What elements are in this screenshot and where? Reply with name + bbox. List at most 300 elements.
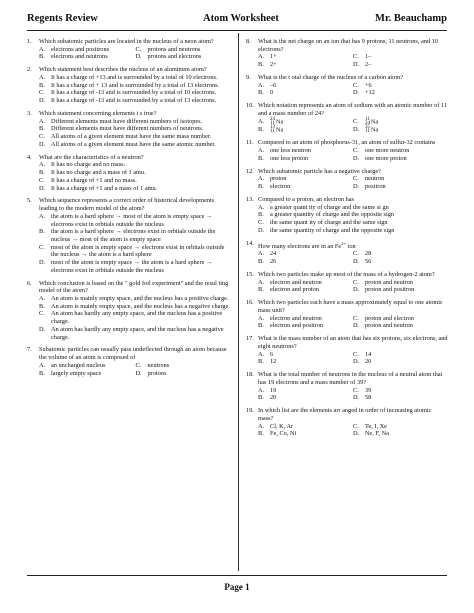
question-text: [258, 299, 448, 314]
answer-option[interactable]: [39, 161, 232, 169]
answer-option[interactable]: [353, 250, 448, 258]
answer-option[interactable]: [258, 394, 353, 402]
question-number: 9.: [246, 74, 251, 81]
option-text: 1+: [270, 53, 277, 61]
option-row: [258, 89, 448, 97]
option-text: 19: [270, 386, 277, 394]
option-row: [258, 423, 448, 431]
option-text: one less proton: [270, 154, 309, 162]
option-letter: A.: [258, 350, 265, 358]
option-text: Different elements must have different numbers of neutrons.: [51, 125, 204, 133]
option-letter: A.: [258, 203, 265, 211]
question-stem: What is the t otal charge of the nucleus of a carbon atom?: [258, 74, 404, 81]
answer-option[interactable]: [353, 387, 448, 395]
option-row: [258, 315, 448, 323]
option-letter: D.: [39, 184, 46, 192]
option-text: 2+: [270, 61, 277, 69]
option-text: It has no charge and a mass of 1 amu.: [51, 169, 146, 177]
answer-option[interactable]: [136, 53, 233, 61]
option-text: the atom is a hard sphere → electrons exist in orbitals outside the nucleus → most of the atom is empty space: [51, 228, 216, 243]
option-row: [258, 430, 448, 438]
header-left: Regents Review: [27, 13, 98, 24]
option-letter: A.: [258, 117, 265, 125]
option-text: 24: [270, 250, 277, 258]
answer-option[interactable]: [39, 125, 232, 133]
answer-option[interactable]: [353, 155, 448, 163]
option-text: 1–: [365, 53, 372, 61]
answer-option[interactable]: [39, 177, 232, 185]
nuclide-numbers: [270, 126, 275, 134]
option-text: It has a charge of +1 and a mass of 1 amu.: [51, 184, 158, 192]
answer-option[interactable]: [258, 126, 353, 134]
answer-option[interactable]: [39, 370, 136, 378]
answer-option[interactable]: [353, 61, 448, 69]
answer-option[interactable]: [258, 250, 353, 258]
question-number: 12.: [246, 167, 254, 175]
option-row: [258, 155, 448, 163]
header-center: Atom Worksheet: [203, 13, 279, 24]
answer-option[interactable]: [258, 258, 353, 266]
question-text: [258, 74, 448, 82]
answer-option[interactable]: [258, 147, 353, 155]
option-letter: B.: [39, 302, 45, 310]
option-letter: D.: [353, 286, 360, 294]
option-text: electron and neutron: [270, 278, 322, 286]
header-right: Mr. Beauchamp: [375, 13, 447, 24]
option-letter: C.: [353, 117, 359, 125]
mass-number: 11: [365, 116, 370, 122]
option-letter: B.: [258, 258, 264, 265]
answer-option[interactable]: [353, 53, 448, 61]
answer-option[interactable]: [39, 46, 136, 54]
question-text: [258, 102, 448, 117]
question: [246, 240, 448, 266]
option-text: electrons and neutrons: [51, 53, 108, 61]
option-row: [39, 370, 232, 378]
answer-option[interactable]: [258, 89, 353, 97]
option-letter: B.: [258, 61, 264, 69]
option-row: [258, 258, 448, 266]
question-number: 18.: [246, 371, 254, 379]
answer-option[interactable]: [258, 175, 353, 183]
question-number: 1.: [27, 38, 32, 45]
question: [27, 154, 232, 193]
answer-option[interactable]: [39, 295, 232, 303]
option-row: [258, 118, 448, 126]
option-row: [258, 61, 448, 69]
answer-option[interactable]: [136, 370, 233, 378]
option-letter: C.: [39, 310, 45, 318]
option-row: [258, 183, 448, 191]
option-text: Different elements must have different numbers of isotopes.: [51, 117, 203, 125]
option-letter: B.: [258, 125, 264, 133]
option-letter: C.: [135, 361, 142, 369]
answer-option[interactable]: [258, 53, 353, 61]
option-letter: A.: [258, 146, 265, 154]
option-text: An atom is mainly empty space, and the nucleus has a negative charge.: [51, 302, 230, 310]
answer-option[interactable]: [353, 147, 448, 155]
question-text: [258, 271, 448, 279]
option-row: [258, 286, 448, 294]
answer-option[interactable]: [353, 258, 448, 266]
question-text: [39, 154, 232, 162]
question-number: 2.: [27, 66, 32, 74]
option-letter: C.: [353, 146, 359, 154]
question-number: 13.: [246, 195, 254, 203]
atomic-number: 24: [365, 120, 370, 126]
answer-option[interactable]: [353, 82, 448, 90]
option-letter: A.: [258, 53, 265, 61]
option-letter: D.: [39, 325, 46, 333]
option-text: a greater quant ity of charge and the same si gn: [270, 203, 389, 211]
option-row: [39, 53, 232, 61]
option-letter: D.: [258, 226, 265, 234]
answer-option[interactable]: [353, 351, 448, 359]
option-text: proton and positron: [365, 286, 415, 294]
answer-option[interactable]: [258, 315, 353, 323]
answer-option[interactable]: [353, 358, 448, 366]
option-text: 28: [365, 250, 372, 258]
superscript-charge: 2+: [341, 240, 347, 246]
option-text: the same quant ity of charge and the same sign: [270, 218, 388, 226]
option-text: a greater quantity of charge and the opposite sign: [270, 211, 395, 219]
question-text: [258, 240, 448, 251]
question: [27, 38, 232, 61]
option-letter: D.: [135, 369, 142, 377]
option-text: protons and neutrons: [147, 45, 201, 53]
answer-option[interactable]: [39, 303, 232, 311]
question-stem-tail: ion: [346, 242, 356, 250]
left-column: [27, 38, 232, 382]
element-symbol: Na: [276, 126, 284, 134]
question: [27, 197, 232, 274]
option-letter: A.: [39, 212, 46, 220]
option-letter: A.: [258, 175, 265, 183]
option-letter: D.: [353, 154, 360, 162]
question-number: 14.: [246, 239, 254, 247]
option-text: proton: [270, 175, 287, 183]
question-stem: What is the total number of neutrons in the nucleus of a neutral atom that has 19 electrons and a mass number of 39?: [258, 371, 443, 386]
question-text: [258, 407, 448, 422]
answer-option[interactable]: [39, 310, 232, 325]
option-text: 20: [270, 394, 277, 402]
option-text: All atoms of a given element must have the same mass number.: [51, 133, 212, 141]
option-text: one less neutron: [270, 146, 311, 154]
option-text: electron and positron: [270, 322, 324, 330]
option-letter: B.: [258, 154, 264, 162]
option-letter: C.: [353, 422, 359, 430]
question: [246, 139, 448, 162]
option-row: [258, 279, 448, 287]
question: [246, 371, 448, 402]
option-text: 58: [365, 394, 372, 402]
question-number: 5.: [27, 197, 32, 205]
option-text: It has a charge of +13 and is surrounded by a total of 10 electrons.: [51, 74, 218, 81]
question-stem: Which statement best describes the nucleus of an aluminum atom?: [39, 66, 207, 74]
answer-option[interactable]: [39, 118, 232, 126]
option-letter: C.: [353, 350, 359, 358]
question-text: [39, 346, 232, 361]
answer-option[interactable]: [258, 227, 448, 235]
question-stem: Which two particles make up most of the mass of a hydrogen-2 atom?: [258, 270, 435, 278]
question-number: 6.: [27, 279, 32, 287]
question-stem: In which list are the elements arr anged in order of increasing atomic mass?: [258, 407, 432, 422]
answer-option[interactable]: [136, 46, 233, 54]
option-text: largely empty space: [51, 369, 102, 377]
answer-option[interactable]: [353, 322, 448, 330]
option-text: Ne, F, Na: [365, 430, 389, 438]
question-stem: Which sequence represents a correct order of historical developments leading to the modern model of the atom?: [39, 197, 215, 213]
option-letter: B.: [258, 182, 264, 190]
option-text: proton and neutron: [365, 278, 413, 286]
atomic-number: 11: [270, 120, 275, 126]
atomic-number: 11: [365, 128, 370, 134]
answer-option[interactable]: [39, 185, 232, 193]
column-divider: [238, 33, 239, 571]
answer-option[interactable]: [258, 423, 353, 431]
option-text: It has a charge of -13 and is surrounded by a total of 13 electrons.: [51, 97, 217, 105]
option-letter: A.: [258, 278, 265, 286]
question-text: [39, 110, 232, 118]
option-letter: B.: [258, 430, 264, 438]
answer-option[interactable]: [39, 74, 232, 82]
option-text: 26: [270, 258, 277, 265]
answer-option[interactable]: [353, 89, 448, 97]
answer-option[interactable]: [353, 183, 448, 191]
option-letter: B.: [258, 211, 264, 219]
answer-option[interactable]: [353, 126, 448, 134]
answer-option[interactable]: [39, 133, 232, 141]
answer-option[interactable]: [258, 82, 353, 90]
answer-option[interactable]: [258, 204, 448, 212]
option-letter: A.: [258, 386, 265, 394]
question-text: [258, 196, 448, 204]
question-number: 3.: [27, 110, 32, 117]
option-text: the atom is a hard sphere → most of the atom is empty space → electrons exist in orbitals outside the nucleus: [51, 212, 213, 228]
option-letter: D.: [353, 61, 360, 69]
answer-option[interactable]: [353, 279, 448, 287]
answer-option[interactable]: [39, 97, 232, 105]
option-letter: B.: [258, 286, 264, 294]
option-text: one more neutron: [365, 146, 410, 154]
answer-option[interactable]: [353, 430, 448, 438]
question-text: [39, 197, 232, 212]
option-letter: B.: [258, 358, 264, 366]
option-letter: C.: [353, 175, 359, 183]
question-stem: Which two particles each have a mass approximately equal to one atomic mass unit?: [258, 299, 443, 314]
question-number: 17.: [246, 335, 254, 343]
option-letter: D.: [39, 259, 46, 267]
answer-option[interactable]: [136, 362, 233, 370]
option-letter: A.: [39, 295, 46, 303]
option-letter: A.: [39, 74, 46, 81]
answer-option[interactable]: [353, 423, 448, 431]
option-letter: C.: [353, 53, 359, 61]
mass-number: 13: [270, 124, 275, 130]
element-symbol: Na: [371, 126, 379, 134]
option-letter: B.: [39, 81, 45, 89]
option-text: positron: [365, 182, 386, 190]
option-letter: C.: [39, 243, 45, 251]
answer-option[interactable]: [39, 213, 232, 228]
option-text: electron: [270, 182, 291, 190]
question-stem: Which conclusion is based on the " gold foil experiment" and the resul ting model of the atom?: [39, 279, 229, 295]
question-number: 10.: [246, 102, 254, 110]
option-letter: C.: [258, 218, 264, 226]
option-text: An atom has hardly any empty space, and the nucleus has a negative charge.: [51, 325, 224, 341]
question: [246, 168, 448, 191]
option-letter: D.: [353, 258, 360, 265]
question-text: [258, 335, 448, 350]
option-letter: B.: [39, 53, 45, 61]
answer-option[interactable]: [258, 211, 448, 219]
question-text: [258, 139, 448, 147]
answer-option[interactable]: [39, 141, 232, 149]
answer-option[interactable]: [258, 387, 353, 395]
option-text: an uncharged nucleus: [51, 361, 106, 369]
question-number: 8.: [246, 38, 251, 45]
question: [246, 299, 448, 330]
option-letter: B.: [39, 125, 45, 133]
option-text: –6: [270, 81, 277, 89]
option-letter: B.: [258, 322, 264, 330]
option-text: It has a charge of +1 and no mass.: [51, 176, 137, 184]
answer-option[interactable]: [258, 183, 353, 191]
answer-option[interactable]: [258, 286, 353, 294]
answer-option[interactable]: [258, 358, 353, 366]
page-number: Page 1: [224, 582, 250, 592]
answer-option[interactable]: [258, 322, 353, 330]
answer-option[interactable]: [258, 155, 353, 163]
page-header: [27, 13, 447, 27]
option-row: [258, 358, 448, 366]
option-text: 39: [365, 386, 372, 394]
option-letter: B.: [258, 89, 264, 97]
question-text: [258, 38, 448, 53]
option-letter: D.: [353, 394, 360, 402]
question-stem: Compared to a proton, an electron has: [258, 195, 354, 203]
question-stem: How many electrons are in an Fe: [258, 242, 342, 250]
answer-option[interactable]: [39, 259, 232, 274]
option-letter: A.: [258, 422, 265, 430]
atomic-number: 11: [270, 128, 275, 134]
option-letter: D.: [353, 182, 360, 190]
option-letter: A.: [39, 117, 46, 125]
question-stem: Subatomic particles can usually pass undeflected through an atom because the volume of an atom is composed of: [39, 346, 227, 362]
option-row: [258, 250, 448, 258]
option-text: most of the atom is empty space → the atom is a hard sphere → electrons exist in orbitals outside the nucleus: [51, 259, 213, 274]
answer-option[interactable]: [353, 394, 448, 402]
question: [246, 74, 448, 97]
question-text: [258, 371, 448, 386]
nuclide-numbers: [365, 126, 370, 134]
question: [246, 196, 448, 235]
option-letter: B.: [39, 369, 45, 377]
answer-option[interactable]: [39, 82, 232, 90]
answer-option[interactable]: [39, 362, 136, 370]
option-letter: C.: [353, 278, 359, 286]
answer-option[interactable]: [39, 326, 232, 341]
option-text: proton and neutron: [365, 322, 413, 330]
option-letter: A.: [258, 250, 265, 258]
right-column: [246, 38, 448, 443]
option-letter: C.: [39, 176, 45, 184]
question: [246, 407, 448, 438]
option-text: It has no charge and no mass.: [51, 161, 126, 169]
question: [246, 271, 448, 294]
question-text: [258, 168, 448, 176]
answer-option[interactable]: [353, 286, 448, 294]
option-row: [258, 394, 448, 402]
option-row: [39, 362, 232, 370]
answer-option[interactable]: [39, 169, 232, 177]
option-text: Cl, K, Ar: [270, 422, 294, 430]
answer-option[interactable]: [39, 53, 136, 61]
option-text: +6: [365, 81, 372, 89]
mass-number: 24: [270, 116, 275, 122]
question: [27, 66, 232, 105]
option-letter: D.: [353, 89, 360, 97]
question: [27, 280, 232, 342]
question-text: [39, 280, 232, 295]
option-row: [258, 82, 448, 90]
option-row: [258, 175, 448, 183]
option-text: 14: [365, 350, 372, 358]
answer-option[interactable]: [258, 61, 353, 69]
question-stem: Compared to an atom of phosphorus-31, an atom of sulfur-32 contains: [258, 139, 436, 147]
option-row: [258, 126, 448, 134]
question-number: 7.: [27, 346, 32, 354]
question: [246, 102, 448, 134]
option-letter: A.: [39, 45, 46, 53]
option-text: neutrons: [147, 361, 170, 369]
question: [27, 110, 232, 149]
answer-option[interactable]: [258, 351, 353, 359]
option-text: the same quantity of charge and the opposite sign: [270, 226, 395, 234]
option-text: It has a charge of -13 and is surrounded by a total of 10 electrons.: [51, 89, 217, 97]
question-number: 16.: [246, 299, 254, 307]
answer-option[interactable]: [353, 315, 448, 323]
answer-option[interactable]: [39, 228, 232, 243]
option-text: All atoms of a given element must have the same atomic number.: [51, 140, 216, 148]
question: [246, 38, 448, 69]
answer-option[interactable]: [258, 430, 353, 438]
option-row: [258, 147, 448, 155]
option-text: Fe, Co, Ni: [270, 430, 297, 438]
question-stem: Which statement concerning elements i s true?: [39, 110, 157, 117]
option-letter: B.: [258, 394, 264, 402]
answer-option[interactable]: [39, 244, 232, 259]
question: [27, 346, 232, 377]
option-text: An atom is mainly empty space, and the nucleus has a positive charge.: [51, 295, 229, 303]
question-stem: Which subatomic particles are located in the nucleus of a neon atom?: [39, 38, 214, 45]
option-row: [258, 53, 448, 61]
question-number: 11.: [246, 139, 254, 147]
question-number: 19.: [246, 407, 254, 415]
option-text: electron and proton: [270, 286, 319, 294]
option-letter: A.: [39, 361, 46, 369]
answer-option[interactable]: [258, 279, 353, 287]
option-text: protons: [147, 369, 167, 377]
answer-option[interactable]: [353, 175, 448, 183]
question-number: 4.: [27, 153, 32, 161]
option-letter: C.: [353, 250, 359, 258]
answer-option[interactable]: [258, 219, 448, 227]
answer-option[interactable]: [39, 89, 232, 97]
header-rule: [27, 30, 447, 31]
question-stem: What is the net charge on an ion that has 9 protons, 11 neutrons, and 10 electrons?: [258, 38, 438, 53]
option-letter: D.: [353, 322, 360, 330]
